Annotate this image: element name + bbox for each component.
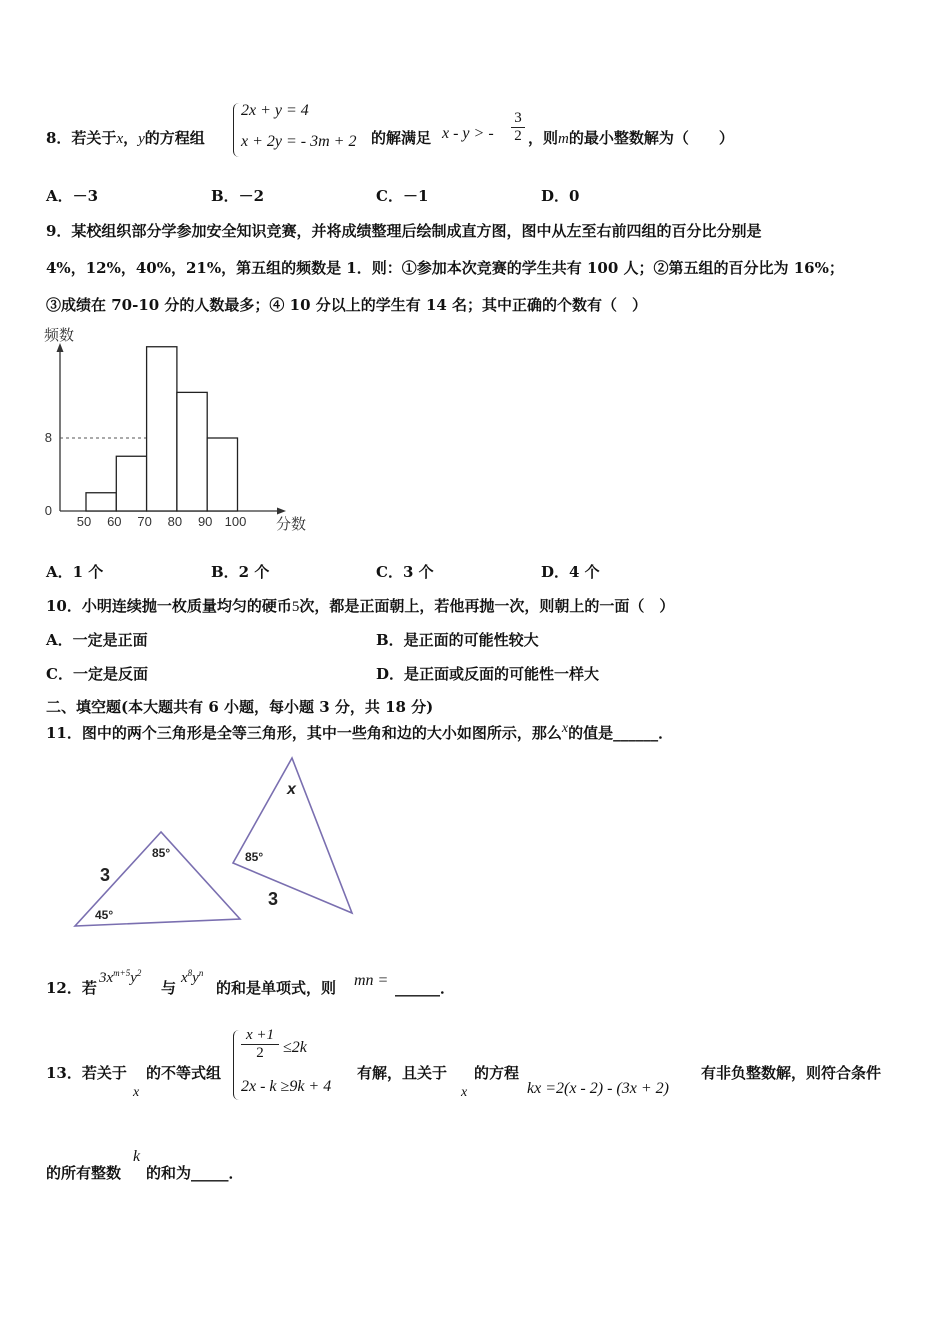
q12-mid: 的和是单项式，则 xyxy=(216,979,337,997)
q8-condition-label: 的解满足 xyxy=(371,129,432,147)
q8-fraction xyxy=(511,110,525,145)
histogram-bar xyxy=(116,456,146,511)
q13-var-x: x xyxy=(133,1085,140,1100)
triangle-1-side-label: 3 xyxy=(100,865,111,885)
histogram-chart xyxy=(40,325,320,535)
x-tick-label: 90 xyxy=(197,514,213,529)
q13-mid-1: 的不等式组 xyxy=(146,1064,222,1082)
q10-option-d[interactable]: D．是正面或反面的可能性一样大 xyxy=(376,665,600,683)
q9-stem-line-3: ③成绩在 70-10 分的人数最多；④ 10 分以上的学生有 14 名；其中正确的个数有（ ） xyxy=(46,296,648,314)
q8-condition-lhs: x - y > - xyxy=(442,125,494,142)
q13-var-x-2: x xyxy=(461,1085,468,1100)
q12-with: 与 xyxy=(161,979,177,997)
q13-tail: 有非负整数解，则符合条件 xyxy=(701,1064,882,1082)
q9-option-b[interactable]: B．2 个 xyxy=(211,563,270,581)
x-tick-label: 50 xyxy=(76,514,92,529)
q9-option-c[interactable]: C．3 个 xyxy=(376,563,434,581)
y-axis-arrow xyxy=(57,343,64,352)
q9-stem-line-1: 9．某校组织部分学参加安全知识竞赛，并将成绩整理后绘制成直方图，图中从左至右前四组的百分比分别是 xyxy=(46,222,762,240)
q8-system-brace xyxy=(233,103,240,157)
q11-stem: 11．图中的两个三角形是全等三角形，其中一些角和边的大小如图所示，那么x的值是______． xyxy=(46,721,674,742)
q12-expression: mn = xyxy=(354,972,389,989)
q13-fraction-denominator: 2 xyxy=(241,1044,279,1062)
histogram-bar xyxy=(147,347,177,511)
histogram-bars xyxy=(86,347,238,511)
x-tick-label: 70 xyxy=(137,514,152,529)
x-tick-label: 60 xyxy=(107,514,122,529)
q8-tail: ，则m的最小整数解为（ ） xyxy=(528,129,734,147)
q13-var-k: k xyxy=(133,1148,141,1165)
q13-equation: kx =2(x - 2) - (3x + 2) xyxy=(527,1080,669,1097)
q8-equation-1: 2x + y = 4 xyxy=(241,102,309,119)
y-tick-label: 8 xyxy=(44,430,52,445)
histogram-bar xyxy=(177,392,207,511)
y-axis-label: 频数 xyxy=(44,327,75,344)
x-tick-label: 80 xyxy=(167,514,183,529)
q13-mid-3: 的方程 xyxy=(474,1064,520,1082)
q12-prefix: 12．若 xyxy=(46,979,97,997)
triangle-1-angle-top: 85° xyxy=(152,846,171,860)
q8-fraction-numerator: 3 xyxy=(514,110,522,126)
x-tick-label: 100 xyxy=(224,514,247,529)
q10-option-b[interactable]: B．是正面的可能性较大 xyxy=(376,631,539,649)
q8-option-a[interactable]: A．－3 xyxy=(46,187,99,205)
q13-line-2-a: 的所有整数 xyxy=(46,1164,122,1182)
q12-blank[interactable]: ______． xyxy=(395,979,456,997)
q8-fraction-denominator: 2 xyxy=(511,127,525,145)
x-axis-arrow xyxy=(277,508,286,515)
q13-inequality-1-fraction xyxy=(241,1027,279,1062)
q8-option-b[interactable]: B．－2 xyxy=(211,187,265,205)
section-2-heading: 二、填空题(本大题共有 6 小题，每小题 3 分，共 18 分) xyxy=(46,698,434,716)
q10-option-c[interactable]: C．一定是反面 xyxy=(46,665,148,683)
q13-line-2-b[interactable]: 的和为_____． xyxy=(146,1164,244,1182)
x-axis-label: 分数 xyxy=(276,516,307,533)
histogram-bar xyxy=(86,493,116,511)
q9-stem-line-2: 4%，12%，40%，21%，第五组的频数是 1．则：①参加本次竞赛的学生共有 100 人；②第五组的百分比为 16%； xyxy=(46,259,844,277)
triangles-figure xyxy=(60,750,380,935)
q13-mid-2: 有解，且关于 xyxy=(357,1064,448,1082)
q13-fraction-numerator: x +1 xyxy=(245,1027,275,1043)
q10-option-a[interactable]: A．一定是正面 xyxy=(46,631,148,649)
q12-term-1: $3x^{m+5}y^2$ xyxy=(99,968,142,986)
y-tick-label: 0 xyxy=(44,503,52,518)
triangle-2-side-label: 3 xyxy=(268,889,279,909)
triangle-2-angle: 85° xyxy=(245,850,264,864)
q8-equation-2: x + 2y = - 3m + 2 xyxy=(241,133,357,150)
triangle-1-angle-left: 45° xyxy=(95,908,114,922)
q12-term-2: $x^8y^n$ xyxy=(181,968,204,986)
q8-stem: 8．若关于x，y的方程组 xyxy=(46,129,205,147)
q9-option-a[interactable]: A．1 个 xyxy=(46,563,104,581)
q8-option-c[interactable]: C．－1 xyxy=(376,187,429,205)
triangle-2-var-label: x xyxy=(287,781,296,798)
q8-option-d[interactable]: D．0 xyxy=(541,187,580,205)
q13-prefix: 13．若关于 xyxy=(46,1064,127,1082)
q10-stem: 10．小明连续抛一枚质量均匀的硬币5次，都是正面朝上，若他再抛一次，则朝上的一面（ ） xyxy=(46,597,675,615)
histogram-bar xyxy=(207,438,237,511)
q9-option-d[interactable]: D．4 个 xyxy=(541,563,600,581)
q13-inequality-2: 2x - k ≥9k + 4 xyxy=(241,1078,332,1095)
q13-system-brace xyxy=(233,1030,240,1100)
q13-inequality-1-rhs: ≤2k xyxy=(283,1039,307,1056)
